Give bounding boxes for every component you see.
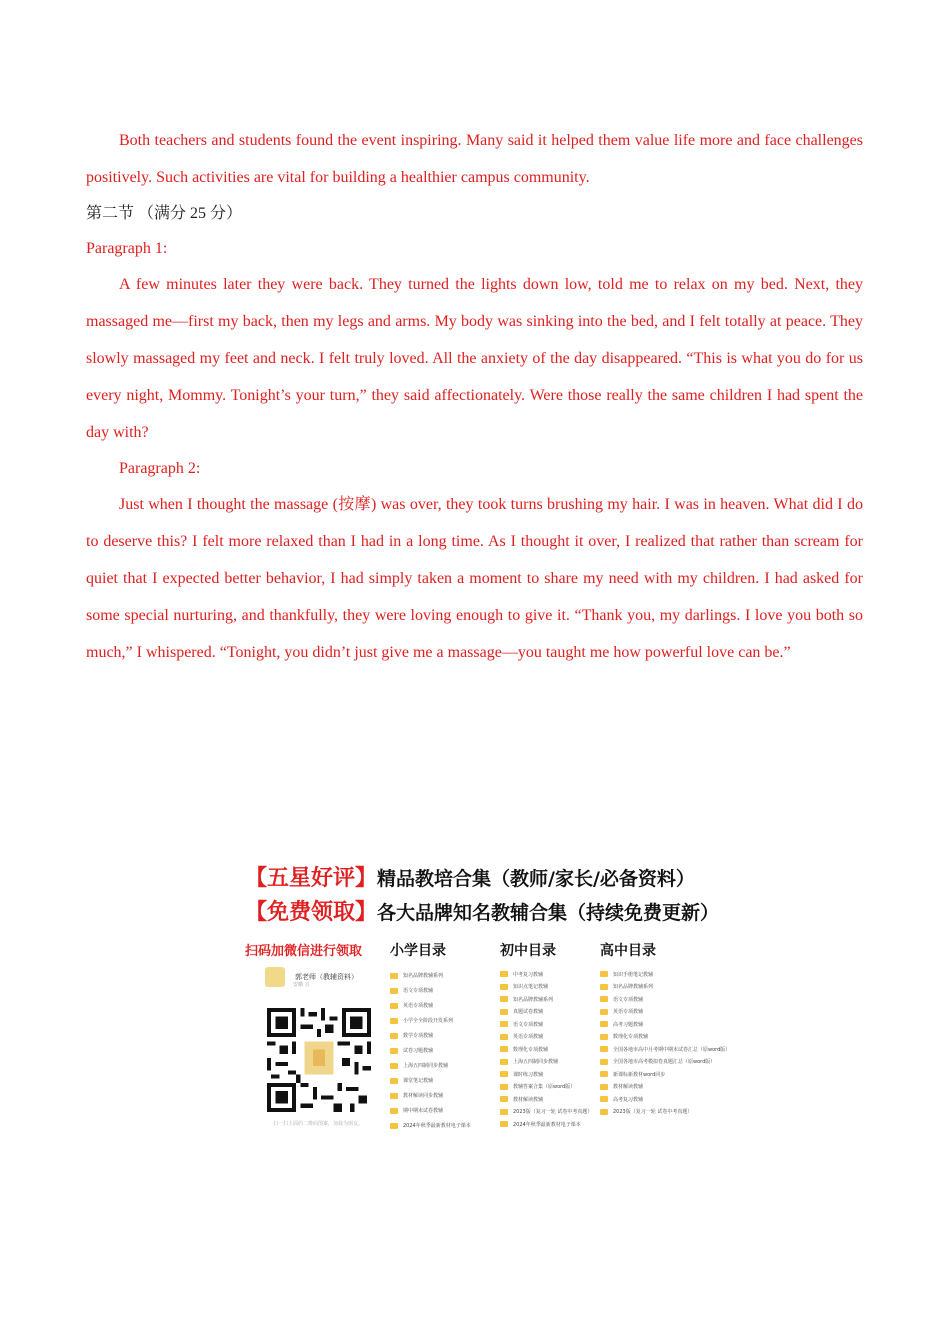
document-body bbox=[86, 122, 863, 671]
folder-icon bbox=[390, 1063, 398, 1069]
folder-icon bbox=[390, 1093, 398, 1099]
folder-icon bbox=[390, 988, 398, 994]
list-item: 中考复习教辅 bbox=[500, 968, 592, 981]
folder-icon bbox=[390, 1123, 398, 1129]
list-item: 知识点笔记教辅 bbox=[500, 981, 592, 994]
list-item: 试卷习题教辅 bbox=[390, 1043, 471, 1058]
list-item: 教材解读教辅 bbox=[500, 1093, 592, 1106]
folder-icon bbox=[390, 1108, 398, 1114]
folder-icon bbox=[500, 984, 508, 990]
folder-icon bbox=[500, 1009, 508, 1015]
folder-icon bbox=[600, 1009, 608, 1015]
qr-caption: 扫一扫上面的二维码图案，加我为朋友。 bbox=[273, 1121, 364, 1127]
promo-line-1-text: 精品教培合集（教师/家长/必备资料） bbox=[377, 868, 695, 890]
folder-icon bbox=[500, 996, 508, 1002]
folder-icon bbox=[600, 971, 608, 977]
promo-line-2-text: 各大品牌知名教辅合集（持续免费更新） bbox=[377, 902, 720, 924]
folder-icon bbox=[600, 1096, 608, 1102]
list-item: 英语专项教辅 bbox=[600, 1006, 730, 1019]
list-item: 英语专项教辅 bbox=[500, 1031, 592, 1044]
paragraph-2-text: Just when I thought the massage (按摩) was over, they took turns brushing my hair. I was in heaven. What did I do to deserve this? I felt more relaxed than I had in a long time. As I thought it over, I realized that rather than scream for quiet that I expected better behavior, I had simply taken a moment to share my need with my children. I had asked for some special nurturing, and thankfully, they were loving enough to give it. “Thank you, my darlings. I love you both so much,” I whispered. “Tonight, you didn’t just give me a massage—you taught me how powerful love can be.” bbox=[86, 496, 863, 661]
list-item: 真题试卷教辅 bbox=[500, 1006, 592, 1019]
catalog-primary-title: 小学目录 bbox=[390, 943, 446, 959]
section-heading: 第二节 （满分 25 分） bbox=[86, 205, 243, 222]
paragraph-1-text: A few minutes later they were back. They turned the lights down low, told me to relax on my bed. Next, they massaged me—first my back, then my legs and arms. My body was sinking into the bed, and I felt totally at peace. They slowly massaged my feet and neck. I felt truly loved. All the anxiety of the day disappeared. “This is what you do for us every night, Mommy. Tonight’s your turn,” they said affectionately. Were those really the same children I had spent the day with? bbox=[86, 276, 863, 441]
scan-title: 扫码加微信进行领取 bbox=[245, 944, 363, 959]
folder-icon bbox=[600, 1071, 608, 1077]
folder-icon bbox=[390, 1033, 398, 1039]
list-item: 期中期末试卷教辅 bbox=[390, 1103, 471, 1118]
list-item: 2023版（复习一轮 试卷中考真题） bbox=[500, 1106, 592, 1119]
list-item: 课时练习教辅 bbox=[500, 1068, 592, 1081]
contact-name: 郭老师（教辅资料） bbox=[295, 973, 358, 981]
promo-line-2 bbox=[245, 896, 720, 930]
promo-line-1 bbox=[245, 862, 707, 896]
contact-sub: 安徽 宣 bbox=[293, 982, 310, 988]
paragraph-2-label: Paragraph 2: bbox=[119, 460, 201, 477]
folder-icon bbox=[600, 1059, 608, 1065]
list-item: 数理化专项教辅 bbox=[500, 1043, 592, 1056]
promo-banner bbox=[245, 862, 731, 1132]
folder-icon bbox=[500, 1071, 508, 1077]
folder-icon bbox=[390, 1003, 398, 1009]
list-item: 英语专项教辅 bbox=[390, 998, 471, 1013]
list-item: 数理化专项教辅 bbox=[600, 1031, 730, 1044]
list-item: 高考复习教辅 bbox=[600, 1093, 730, 1106]
list-item: 全国各地市高中月考期中期末试卷汇总（原word版） bbox=[600, 1043, 730, 1056]
list-item: 新课标新教材word同步 bbox=[600, 1068, 730, 1081]
list-item: 课堂笔记教辅 bbox=[390, 1073, 471, 1088]
list-item: 知识手册笔记教辅 bbox=[600, 968, 730, 981]
list-item: 小学全全阶段开发系列 bbox=[390, 1013, 471, 1028]
list-item: 教辅答案合集（原word版） bbox=[500, 1081, 592, 1094]
list-item: 高考习题教辅 bbox=[600, 1018, 730, 1031]
folder-icon bbox=[600, 1021, 608, 1027]
list-item: 全国各地市高考模拟卷真题汇总（原word版） bbox=[600, 1056, 730, 1069]
list-item: 2024年秋季最新教材电子课本 bbox=[500, 1118, 592, 1131]
catalog-middle-title: 初中目录 bbox=[500, 943, 556, 959]
catalog-high-title: 高中目录 bbox=[600, 943, 656, 959]
folder-icon bbox=[500, 1121, 508, 1127]
list-item: 上海五四制同步教辅 bbox=[390, 1058, 471, 1073]
promo-line-2-highlight: 【免费领取】 bbox=[245, 900, 378, 925]
folder-icon bbox=[600, 1034, 608, 1040]
folder-icon bbox=[500, 1109, 508, 1115]
catalog-high bbox=[600, 940, 730, 1118]
folder-icon bbox=[500, 1034, 508, 1040]
folder-icon bbox=[500, 1059, 508, 1065]
folder-icon bbox=[390, 1048, 398, 1054]
list-item: 数学专项教辅 bbox=[390, 1028, 471, 1043]
list-item: 知名品牌教辅系列 bbox=[500, 993, 592, 1006]
folder-icon bbox=[600, 996, 608, 1002]
folder-icon bbox=[500, 1021, 508, 1027]
folder-icon bbox=[600, 1084, 608, 1090]
avatar bbox=[265, 967, 285, 987]
folder-icon bbox=[390, 1078, 398, 1084]
folder-icon bbox=[500, 1084, 508, 1090]
catalog-middle bbox=[500, 940, 592, 1131]
folder-icon bbox=[500, 1046, 508, 1052]
catalog-primary bbox=[390, 940, 471, 1133]
folder-icon bbox=[390, 973, 398, 979]
paragraph-1-label: Paragraph 1: bbox=[86, 240, 168, 257]
folder-icon bbox=[600, 1046, 608, 1052]
list-item: 知名品牌教辅系列 bbox=[390, 968, 471, 983]
list-item: 语文专项教辅 bbox=[600, 993, 730, 1006]
list-item: 教材解读教辅 bbox=[600, 1081, 730, 1094]
folder-icon bbox=[600, 1109, 608, 1115]
promo-line-1-highlight: 【五星好评】 bbox=[245, 866, 378, 891]
list-item: 教材解读同步教辅 bbox=[390, 1088, 471, 1103]
paragraph-top: Both teachers and students found the event inspiring. Many said it helped them value life more and face challenges positively. Such activities are vital for building a healthier campus community. bbox=[86, 132, 863, 186]
folder-icon bbox=[600, 984, 608, 990]
folder-icon bbox=[500, 971, 508, 977]
list-item: 2024年秋季最新教材电子课本 bbox=[390, 1118, 471, 1133]
qr-code-icon bbox=[267, 1008, 371, 1112]
list-item: 语文专项教辅 bbox=[390, 983, 471, 998]
list-item: 上海五四制同步教辅 bbox=[500, 1056, 592, 1069]
contact-card bbox=[265, 967, 375, 988]
list-item: 语文专项教辅 bbox=[500, 1018, 592, 1031]
folder-icon bbox=[390, 1018, 398, 1024]
list-item: 2023版（复习一轮 试卷中考真题） bbox=[600, 1106, 730, 1119]
folder-icon bbox=[500, 1096, 508, 1102]
list-item: 知名品牌教辅系列 bbox=[600, 981, 730, 994]
